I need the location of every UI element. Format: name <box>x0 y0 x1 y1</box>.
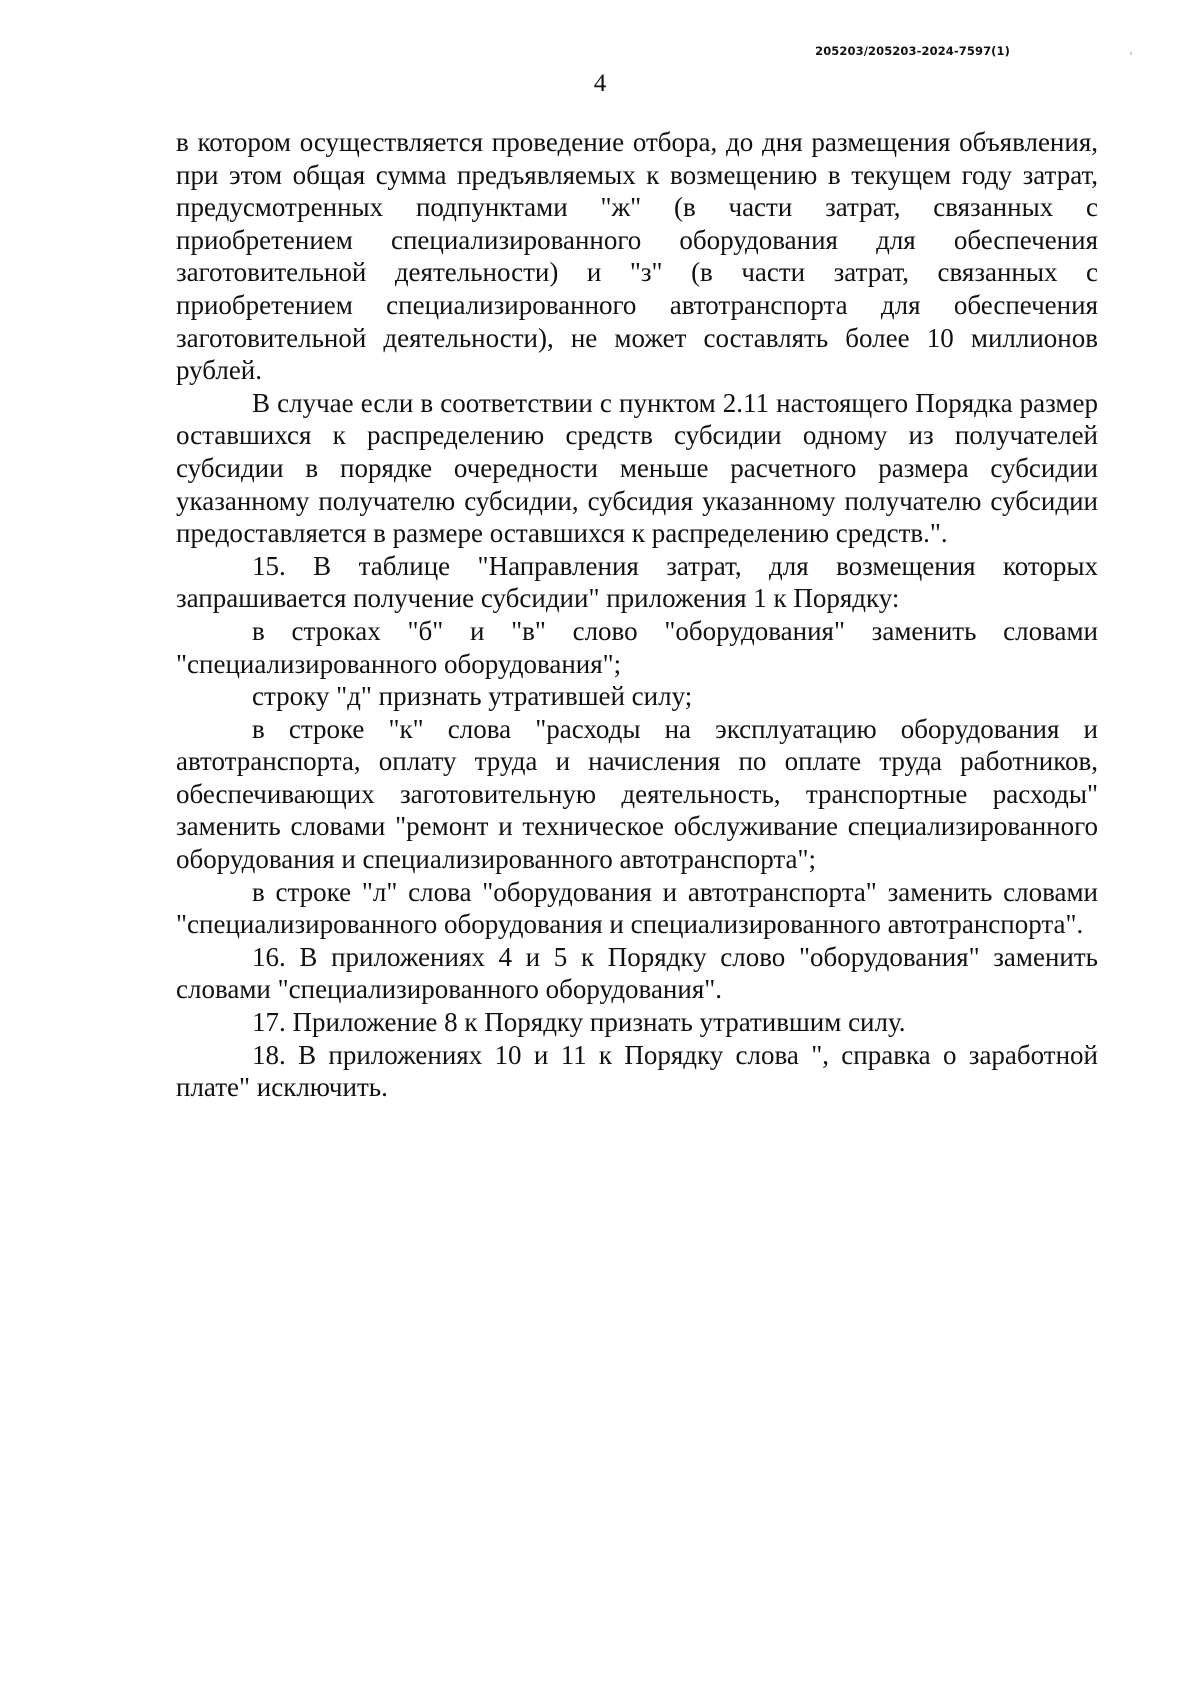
document-id: 205203/205203-2024-7597(1) <box>815 44 1010 58</box>
paragraph-row-d: строку "д" признать утратившей силу; <box>252 681 693 712</box>
paragraph-subsidy-remainder: В случае если в соответствии с пунктом 2.11 настоящего Порядка размер оставшихся к распределению средств субсидии одному из получателей субсидии в порядке очередности меньше расчетного размера субсидии указанному получателю субсидии, субсидия указанному получателю субсидии предоставляется в размере оставшихся к распределению средств.". <box>176 387 1098 549</box>
paragraph-item-15: 15. В таблице "Направления затрат, для возмещения которых запрашивается получение субсидии" приложения 1 к Порядку: <box>176 550 1098 614</box>
page-number: 4 <box>593 70 607 97</box>
paragraph-item-16: 16. В приложениях 4 и 5 к Порядку слово "оборудования" заменить словами "специализированного оборудования". <box>176 941 1098 1005</box>
paragraph-row-l: в строке "л" слова "оборудования и автотранспорта" заменить словами "специализированного оборудования и специализированного автотранспорта". <box>176 876 1098 940</box>
scan-speck <box>1130 52 1132 55</box>
paragraph-item-17: 17. Приложение 8 к Порядку признать утратившим силу. <box>252 1007 906 1038</box>
paragraph-rows-b-v: в строках "б" и "в" слово "оборудования" заменить словами "специализированного оборудования"; <box>176 615 1098 679</box>
document-body <box>176 126 1098 1104</box>
paragraph-item-18: 18. В приложениях 10 и 11 к Порядку слова ", справка о заработной плате" исключить. <box>176 1039 1098 1103</box>
paragraph-continuation: в котором осуществляется проведение отбора, до дня размещения объявления, при этом общая сумма предъявляемых к возмещению в текущем году затрат, предусмотренных подпунктами "ж" (в части затрат, связанных с приобретением специализированного оборудования для обеспечения заготовительной деятельности) и "з" (в части затрат, связанных с приобретением специализированного автотранспорта для обеспечения заготовительной деятельности), не может составлять более 10 миллионов рублей. <box>176 127 1098 386</box>
paragraph-row-k: в строке "к" слова "расходы на эксплуатацию оборудования и автотранспорта, оплату труда и начисления по оплате труда работников, обеспечивающих заготовительную деятельность, транспортные расходы" заменить словами "ремонт и техническое обслуживание специализированного оборудования и специализированного автотранспорта"; <box>176 713 1098 875</box>
